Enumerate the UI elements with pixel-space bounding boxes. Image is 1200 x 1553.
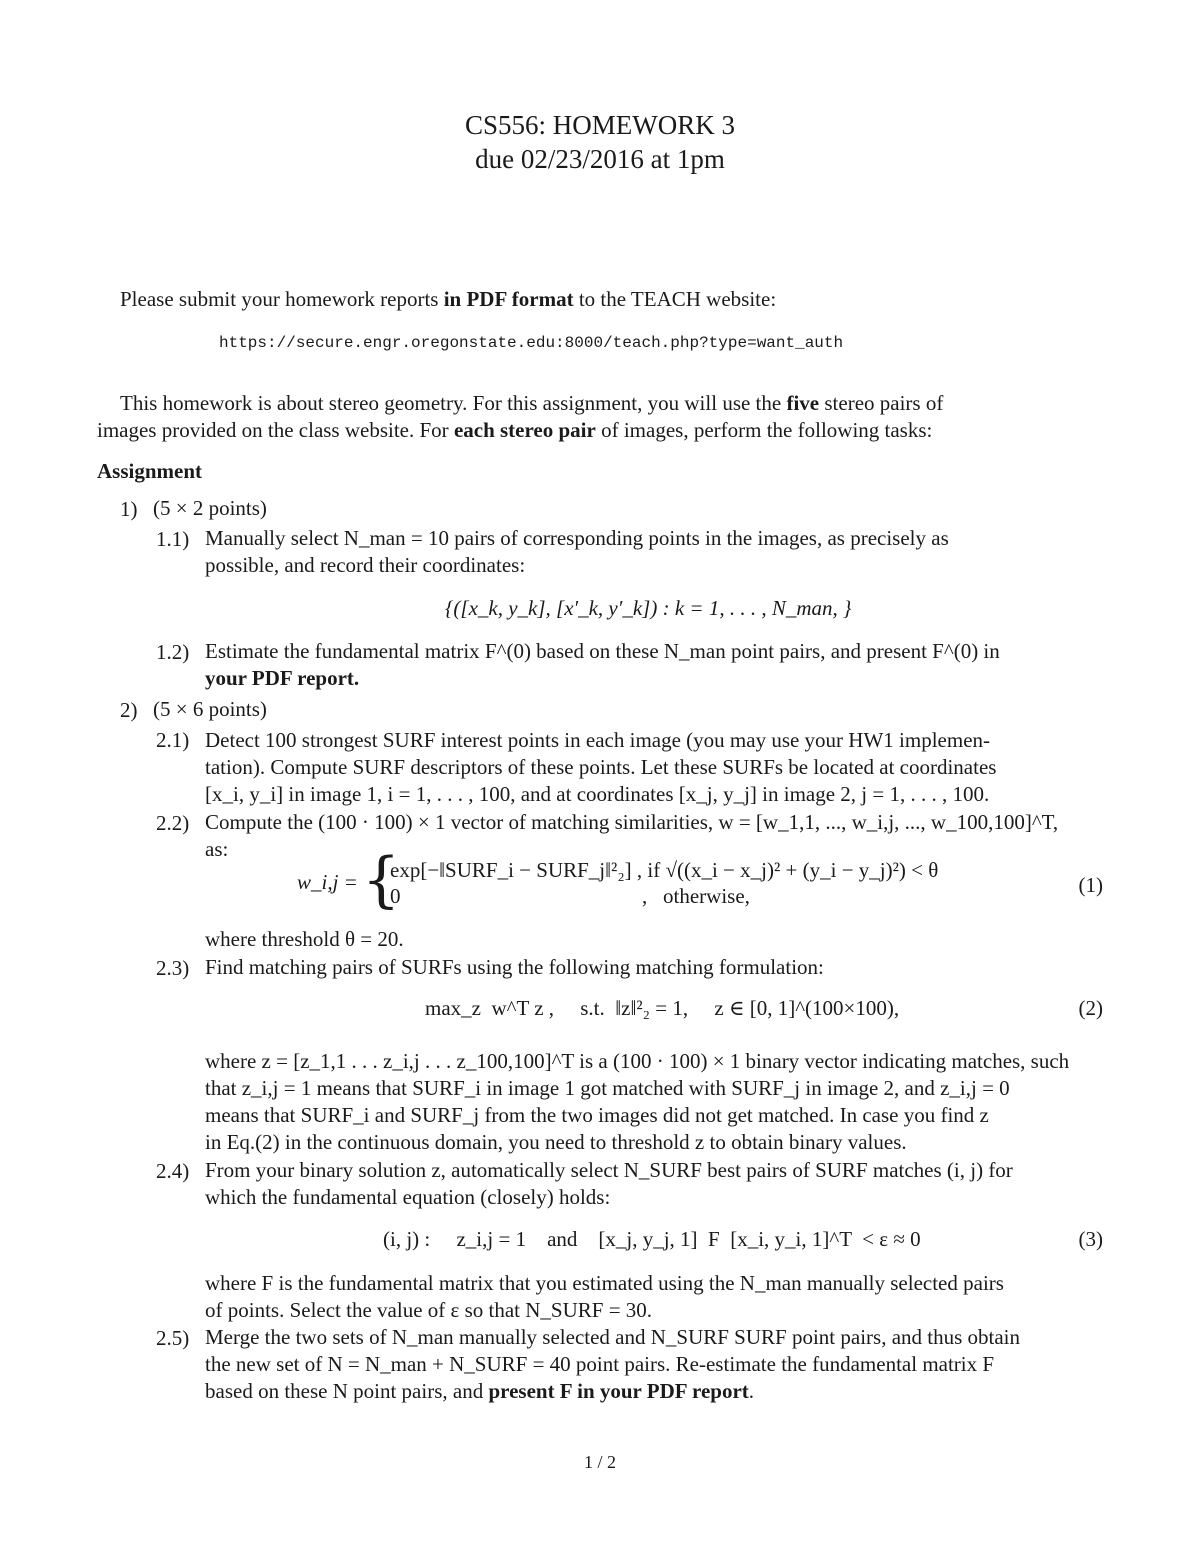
s12-line-2: your PDF report. — [205, 666, 360, 690]
q1-number: 1) — [120, 497, 138, 521]
eq1-number: (1) — [1078, 873, 1103, 897]
intro-paragraph-line-2: images provided on the class website. For each stereo pair of images, perform the following tasks: — [97, 418, 933, 442]
s23-line-2: where z = [z_1,1 . . . z_i,j . . . z_100,100]^T is a (100 · 100) × 1 binary vector indicating matches, such — [205, 1049, 1070, 1073]
eq1-lhs: w_i,j = — [297, 870, 358, 894]
eq1-case-2: 0 , otherwise, — [390, 884, 750, 908]
eq3-number: (3) — [1078, 1227, 1103, 1251]
s23-number: 2.3) — [156, 956, 190, 980]
s22-number: 2.2) — [156, 811, 190, 835]
q2-points: (5 × 6 points) — [153, 697, 267, 721]
page-title: CS556: HOMEWORK 3 — [464, 110, 735, 140]
s25-number: 2.5) — [156, 1326, 190, 1350]
left-brace: { — [362, 845, 401, 915]
q2-number: 2) — [120, 698, 138, 722]
s24-line-4: of points. Select the value of ε so that N_SURF = 30. — [205, 1298, 653, 1322]
due-date: due 02/23/2016 at 1pm — [475, 144, 725, 174]
s23-line-1: Find matching pairs of SURFs using the following matching formulation: — [205, 955, 824, 979]
s11-number: 1.1) — [156, 527, 190, 551]
s24-line-2: which the fundamental equation (closely) holds: — [205, 1185, 611, 1209]
s25-line-3: based on these N point pairs, and present F in your PDF report. — [205, 1379, 755, 1403]
s25-line-2: the new set of N = N_man + N_SURF = 40 point pairs. Re-estimate the fundamental matrix F — [205, 1352, 995, 1376]
s11-line-1: Manually select N_man = 10 pairs of corresponding points in the images, as precisely as — [205, 526, 949, 550]
s21-line-3: [x_i, y_i] in image 1, i = 1, . . . , 100, and at coordinates [x_j, y_j] in image 2, j = 1, . . . , 100. — [205, 782, 990, 806]
s24-number: 2.4) — [156, 1159, 190, 1183]
s22-line-1: Compute the (100 · 100) × 1 vector of matching similarities, w = [w_1,1, ..., w_i,j, ..., w_100,100]^T, — [205, 810, 1059, 834]
s23-line-5: in Eq.(2) in the continuous domain, you need to threshold z to obtain binary values. — [205, 1130, 907, 1154]
submit-instructions: Please submit your homework reports in PDF format to the TEACH website: — [120, 287, 777, 311]
intro-paragraph-line-1: This homework is about stereo geometry. For this assignment, you will use the five stereo pairs of — [120, 391, 944, 415]
eq2: max_z w^T z , s.t. ‖z‖²₂ = 1, z ∈ [0, 1]^(100×100), — [425, 996, 900, 1020]
assignment-heading: Assignment — [97, 459, 203, 483]
s12-number: 1.2) — [156, 640, 190, 664]
s21-line-1: Detect 100 strongest SURF interest points in each image (you may use your HW1 implemen- — [205, 728, 991, 752]
s24-line-1: From your binary solution z, automatically select N_SURF best pairs of SURF matches (i, j) for — [205, 1158, 1013, 1182]
s22-line-2: as: — [205, 837, 229, 861]
q1-points: (5 × 2 points) — [153, 496, 267, 520]
s25-line-1: Merge the two sets of N_man manually selected and N_SURF SURF point pairs, and thus obtain — [205, 1325, 1021, 1349]
s21-line-2: tation). Compute SURF descriptors of these points. Let these SURFs be located at coordinates — [205, 755, 997, 779]
eq1-case-1: exp[−‖SURF_i − SURF_j‖²₂] , if √((x_i − x_j)² + (y_i − y_j)²) < θ — [390, 858, 939, 882]
s24-line-3: where F is the fundamental matrix that you estimated using the N_man manually selected pairs — [205, 1271, 1004, 1295]
s11-line-2: possible, and record their coordinates: — [205, 553, 526, 577]
s23-line-3: that z_i,j = 1 means that SURF_i in image 1 got matched with SURF_j in image 2, and z_i,j = 0 — [205, 1076, 1010, 1100]
teach-url[interactable]: https://secure.engr.oregonstate.edu:8000/teach.php?type=want_auth — [219, 334, 844, 352]
s22-line-3: where threshold θ = 20. — [205, 927, 404, 951]
s21-number: 2.1) — [156, 728, 190, 752]
eq2-number: (2) — [1078, 996, 1103, 1020]
s12-line-1: Estimate the fundamental matrix F^(0) based on these N_man point pairs, and present F^(0) in — [205, 639, 1000, 663]
eq3: (i, j) : z_i,j = 1 and [x_j, y_j, 1] F [x_i, y_i, 1]^T < ε ≈ 0 — [383, 1227, 921, 1251]
coordinate-set-equation: {([x_k, y_k], [x′_k, y′_k]) : k = 1, . . . , N_man, } — [445, 596, 852, 620]
page-number: 1 / 2 — [583, 1452, 616, 1472]
s23-line-4: means that SURF_i and SURF_j from the two images did not get matched. In case you find z — [205, 1103, 989, 1127]
